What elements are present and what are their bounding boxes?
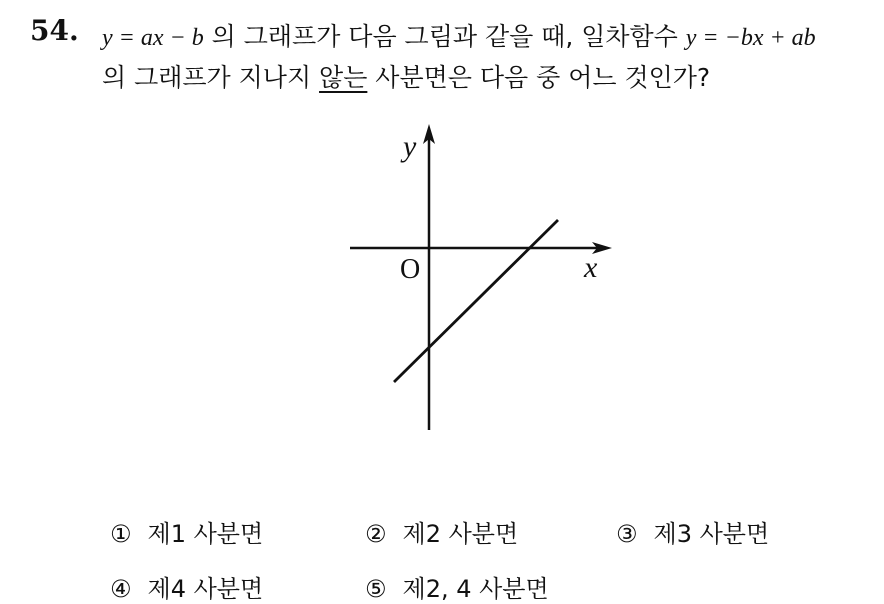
y-axis-label: y xyxy=(403,130,417,163)
choice-2-marker: ② xyxy=(365,520,387,548)
choice-5-text: 제2, 4 사분면 xyxy=(402,575,549,603)
question-text-1: 의 그래프가 다음 그림과 같을 때, 일차함수 xyxy=(203,22,686,51)
question-number: 54. xyxy=(30,14,79,47)
underlined-word: 않는 xyxy=(319,63,368,92)
choice-4-text: 제4 사분면 xyxy=(147,575,264,603)
choice-4-marker: ④ xyxy=(110,575,132,603)
question-text-2a: 의 그래프가 지나지 xyxy=(102,63,320,92)
coordinate-graph xyxy=(340,120,620,440)
choice-1-marker: ① xyxy=(110,520,132,548)
choice-2-text: 제2 사분면 xyxy=(402,520,519,548)
question-line-2 xyxy=(102,58,710,94)
choice-2[interactable] xyxy=(365,514,518,549)
origin-label: O xyxy=(400,254,421,285)
function-line xyxy=(394,220,558,382)
choice-3-marker: ③ xyxy=(616,520,638,548)
choice-5-marker: ⑤ xyxy=(365,575,387,603)
x-axis-label: x xyxy=(584,251,598,284)
choice-1-text: 제1 사분면 xyxy=(147,520,264,548)
equation-y-ax-minus-b: y = ax − b xyxy=(102,25,204,51)
equation-y-minus-bx-plus-ab: y = −bx + ab xyxy=(685,25,816,51)
choice-3-text: 제3 사분면 xyxy=(653,520,770,548)
question-line-1 xyxy=(102,17,816,53)
question-text-2b: 사분면은 다음 중 어느 것인가? xyxy=(367,63,711,92)
choice-3[interactable] xyxy=(616,514,769,549)
choice-1[interactable] xyxy=(110,514,263,549)
